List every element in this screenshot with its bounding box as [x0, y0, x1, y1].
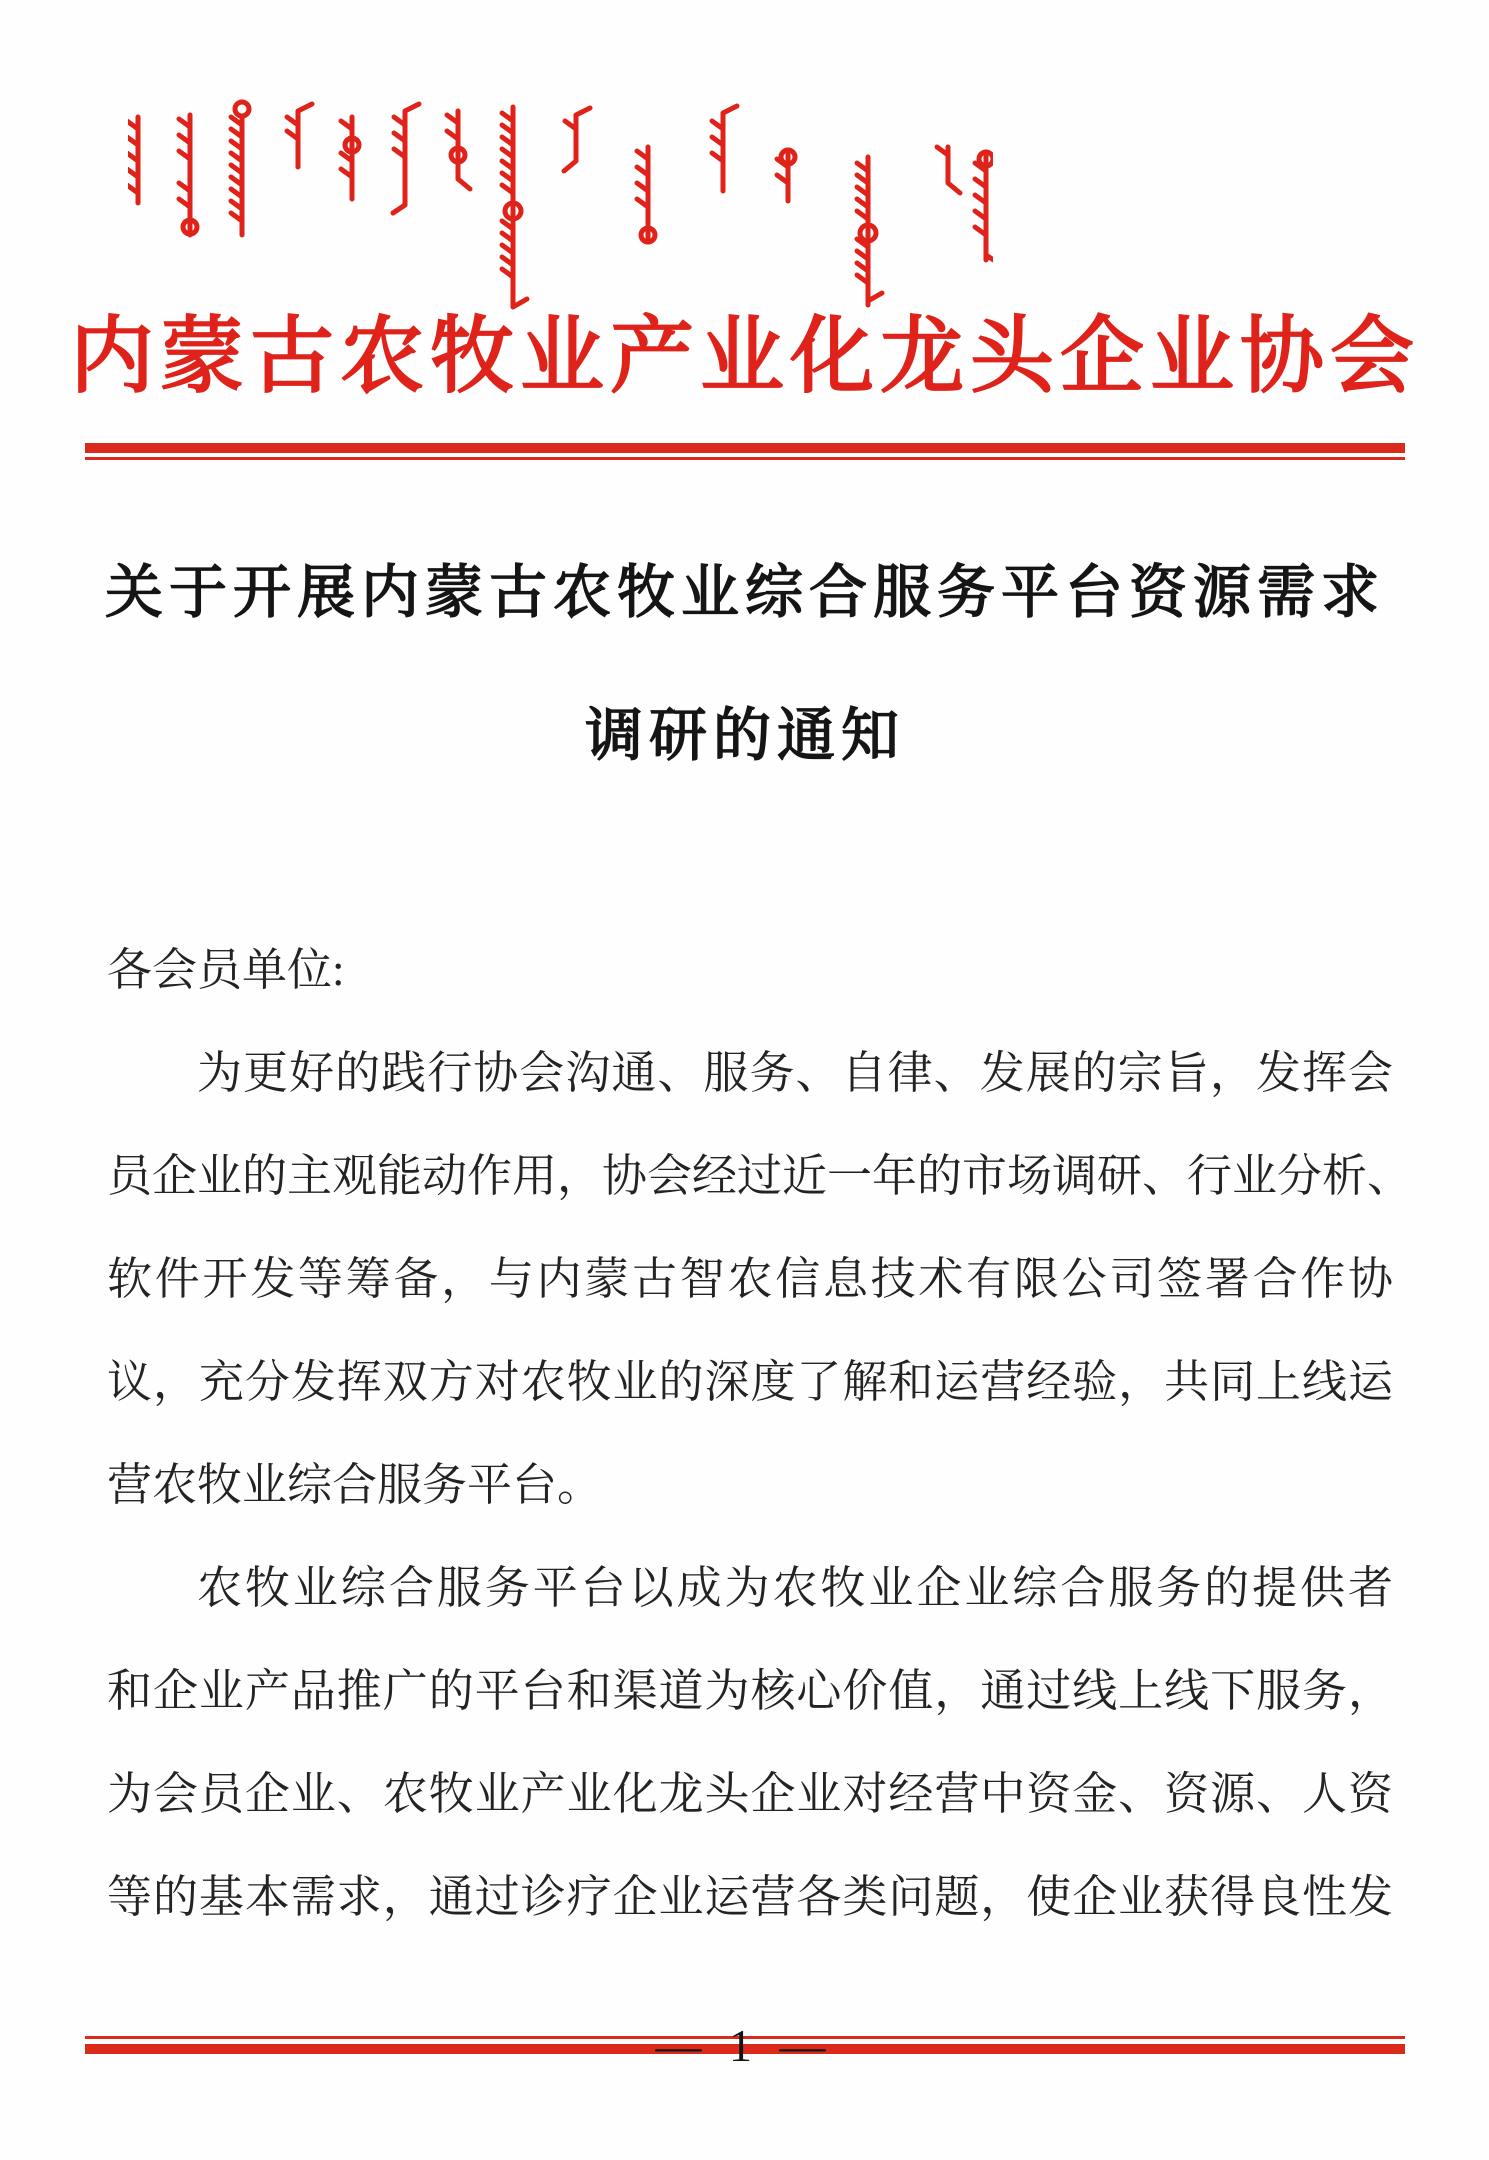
org-name: 内蒙古农牧业产业化龙头企业协会	[70, 311, 1421, 404]
document-body	[107, 919, 1413, 1949]
document-title-line1: 关于开展内蒙古农牧业综合服务平台资源需求	[104, 560, 1385, 625]
body-line: 农牧业综合服务平台以成为农牧业企业综合服务的提供者	[197, 1563, 1393, 1613]
salutation: 各会员单位:	[107, 945, 345, 995]
body-line: 软件开发等筹备，与内蒙古智农信息技术有限公司签署合作协	[107, 1254, 1393, 1304]
body-line: 议，充分发挥双方对农牧业的深度了解和运营经验，共同上线运	[107, 1357, 1393, 1407]
header-rule-thick	[85, 443, 1405, 453]
page-number: — 1 —	[655, 2020, 834, 2071]
body-line: 等的基本需求，通过诊疗企业运营各类问题，使企业获得良性发	[107, 1872, 1393, 1922]
document-title-line2: 调研的通知	[584, 703, 905, 768]
body-line: 员企业的主观能动作用，协会经过近一年的市场调研、行业分析、	[107, 1151, 1413, 1201]
body-line: 营农牧业综合服务平台。	[107, 1460, 603, 1510]
body-line: 为会员企业、农牧业产业化龙头企业对经营中资金、资源、人资	[107, 1769, 1393, 1819]
mongolian-script-icon	[128, 95, 993, 320]
header-rule-thin	[85, 457, 1405, 460]
body-line: 和企业产品推广的平台和渠道为核心价值，通过线上线下服务，	[107, 1666, 1393, 1716]
body-line: 为更好的践行协会沟通、服务、自律、发展的宗旨，发挥会	[197, 1048, 1393, 1098]
